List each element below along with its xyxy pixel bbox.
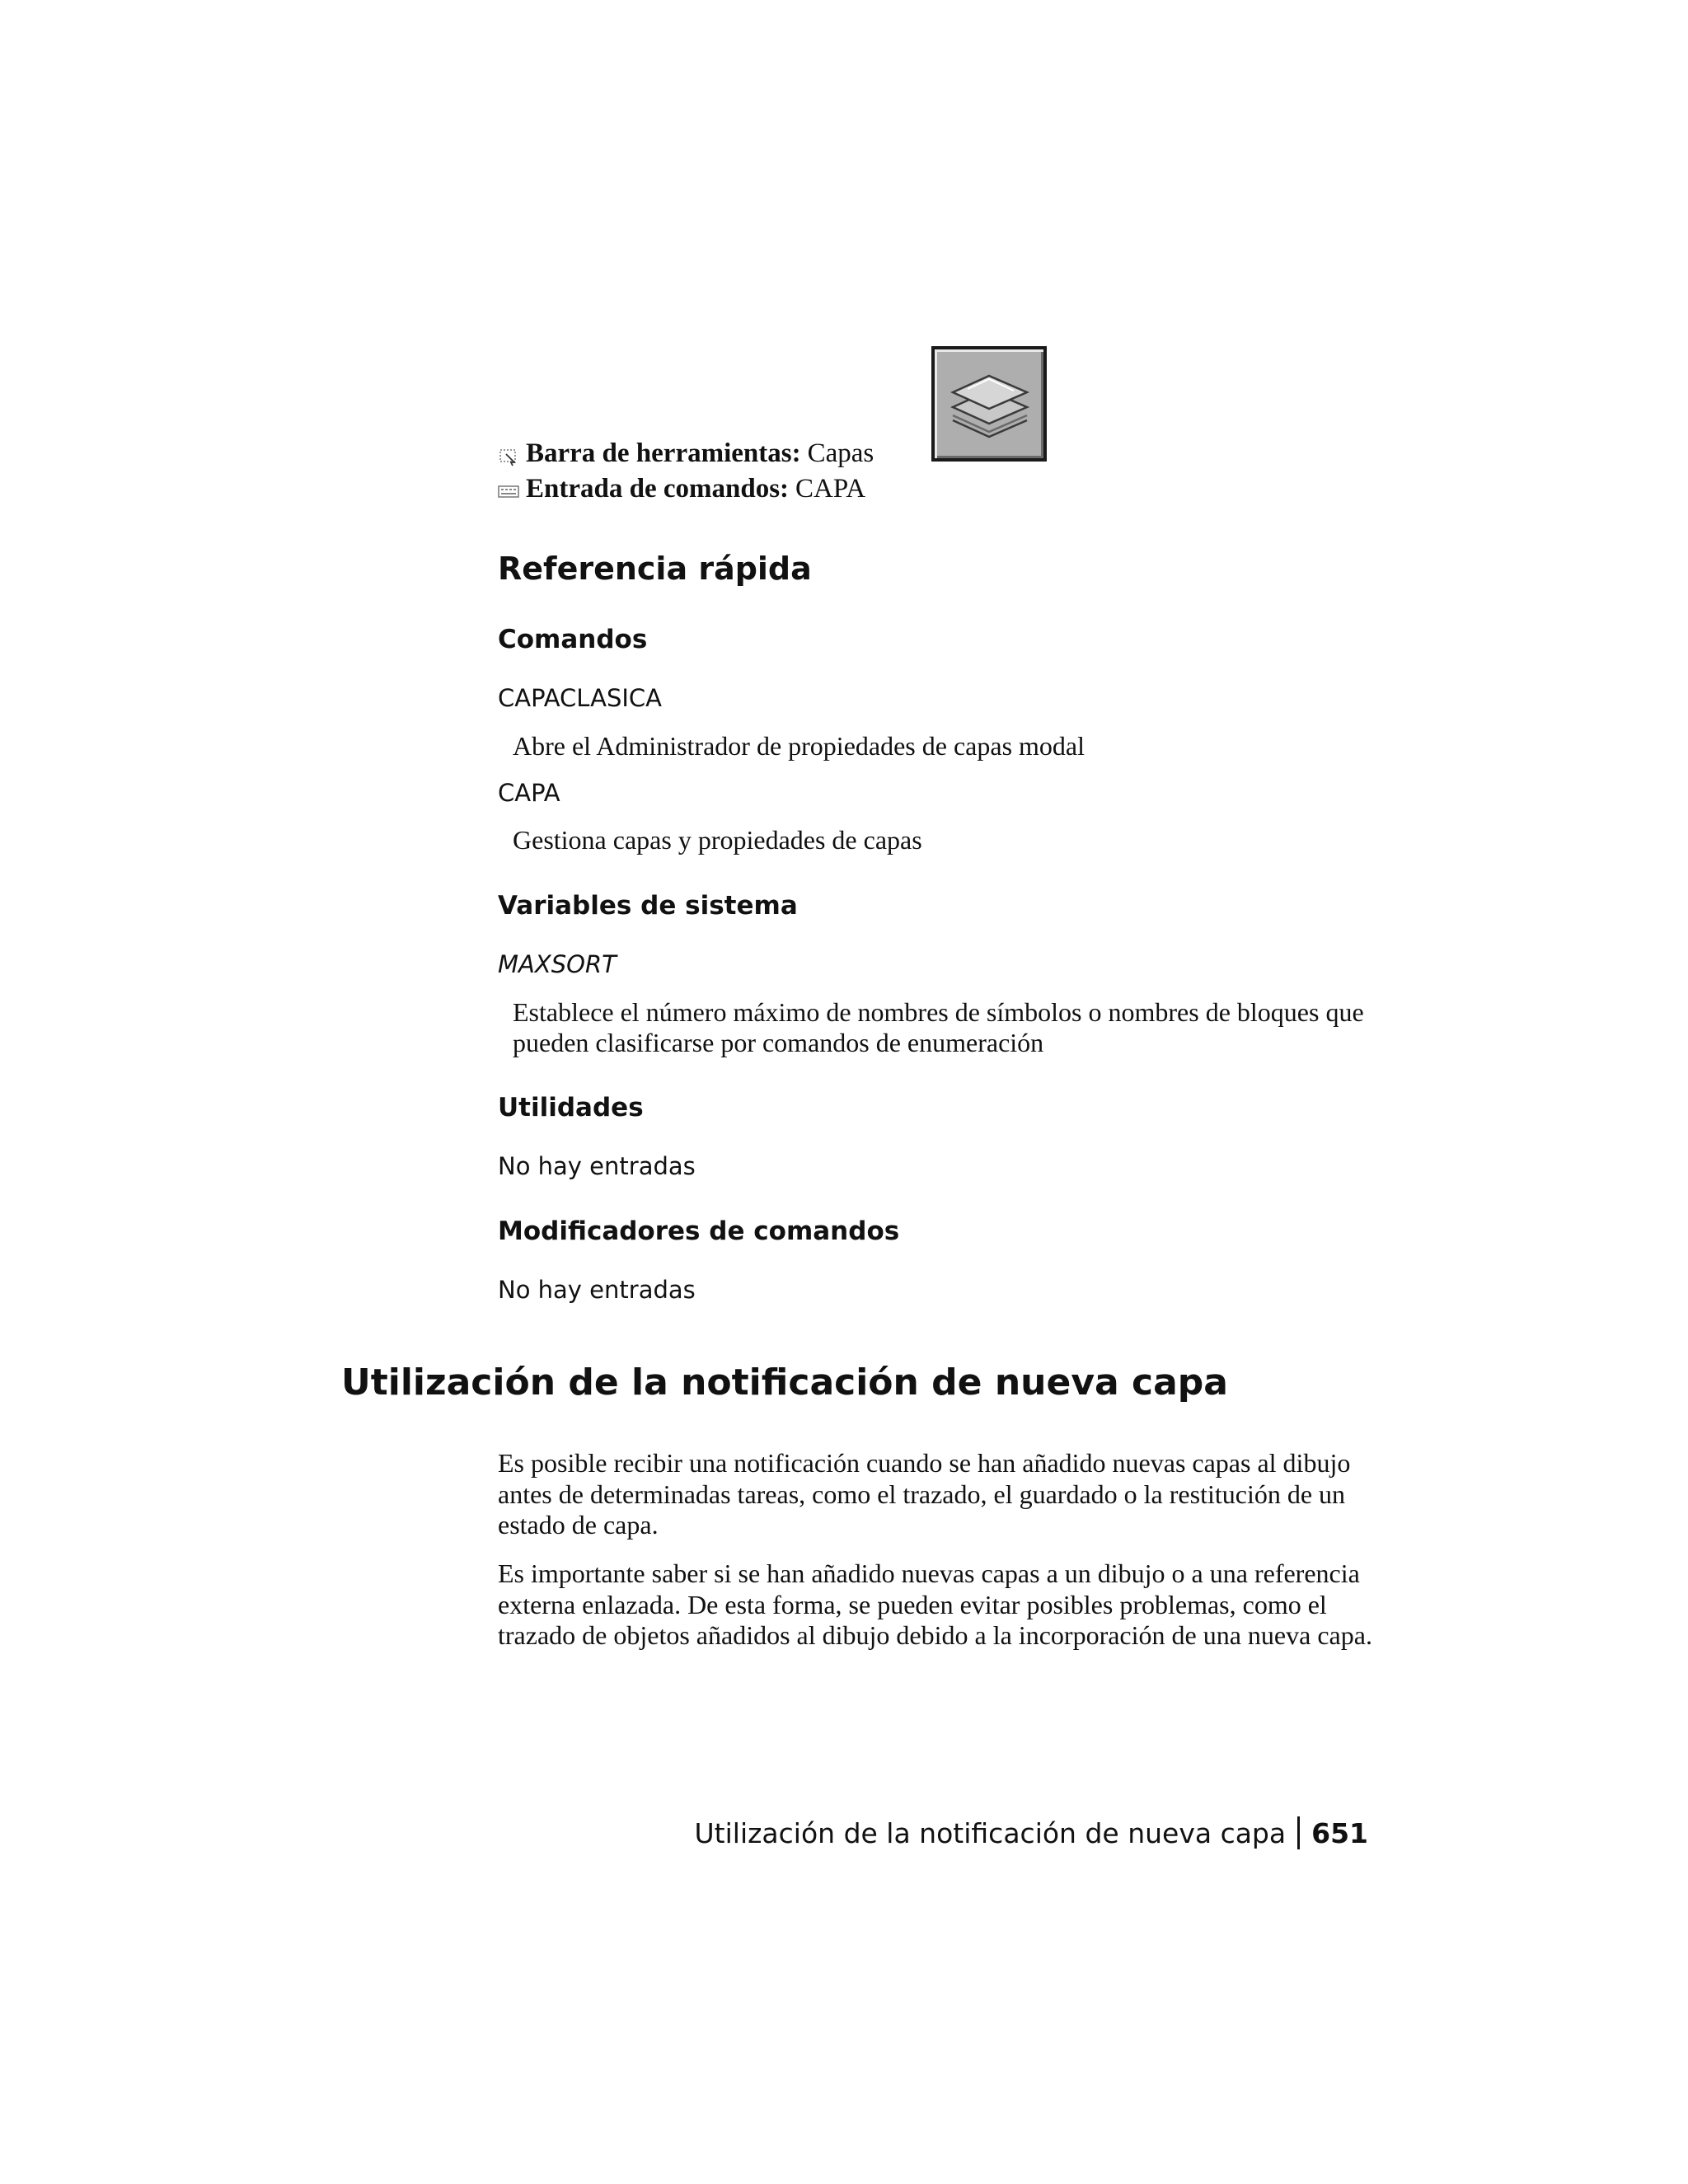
commands-heading: Comandos [498, 625, 648, 654]
command-term: CAPACLASICA [498, 684, 663, 712]
body-paragraph: Es posible recibir una notificación cuando se han añadido nuevas capas al dibujo antes de determinadas tareas, como el trazado, el guardado o la restitución de un estado de capa. [498, 1448, 1351, 1540]
layers-icon [935, 349, 1043, 458]
keyboard-icon [498, 478, 519, 499]
sysvar-term: MAXSORT [498, 950, 617, 978]
footer-separator [1297, 1816, 1300, 1849]
command-value: CAPA [795, 474, 866, 504]
toolbar-label: Barra de herramientas: [526, 438, 801, 468]
body-paragraph: Es importante saber si se han añadido nuevas capas a un dibujo o a una referencia externa enlazada. De esta forma, se pueden evitar posibles problemas, como el trazado de objetos añadidos al dibujo debido a la incorporación de una nueva capa. [498, 1558, 1372, 1650]
command-access-line [498, 472, 865, 505]
command-description: Abre el Administrador de propiedades de capas modal [513, 731, 1085, 761]
command-term: CAPA [498, 779, 560, 807]
page-number: 651 [1311, 1816, 1368, 1849]
utilities-heading: Utilidades [498, 1093, 644, 1122]
command-modifiers-heading: Modificadores de comandos [498, 1216, 900, 1246]
system-variables-heading: Variables de sistema [498, 891, 798, 921]
layers-toolbar-button-image [931, 346, 1047, 462]
command-modifiers-text: No hay entradas [498, 1276, 696, 1304]
page-footer [695, 1816, 1368, 1849]
section-title: Utilización de la notificación de nueva capa [341, 1361, 1228, 1404]
running-title: Utilización de la notificación de nueva capa [694, 1816, 1287, 1849]
sysvar-description: Establece el número máximo de nombres de símbolos o nombres de bloques que pueden clasificarse por comandos de enumeración [513, 997, 1364, 1057]
toolbar-value: Capas [807, 438, 874, 468]
command-label: Entrada de comandos: [526, 474, 790, 504]
toolbar-access-line [498, 437, 874, 470]
toolbar-icon [498, 443, 519, 464]
quick-reference-heading: Referencia rápida [498, 551, 812, 587]
utilities-text: No hay entradas [498, 1152, 696, 1180]
command-description: Gestiona capas y propiedades de capas [513, 825, 922, 855]
